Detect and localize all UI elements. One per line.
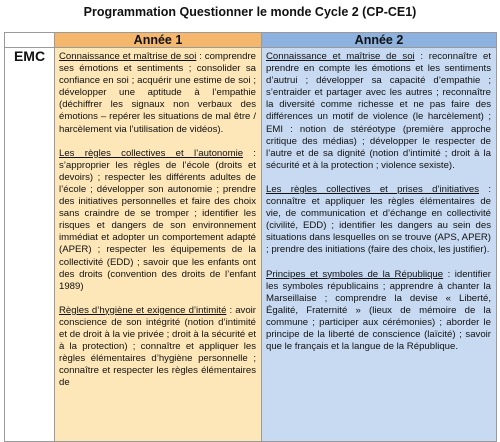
year-2-cell (262, 48, 497, 442)
emc-row (5, 48, 497, 442)
section-heading: Principes et symboles de la République (266, 268, 444, 280)
year-2-content (262, 48, 496, 441)
year-1-paragraph (59, 51, 256, 136)
section-text: : comprendre ses émotions et sentiments ; consolider sa confiance en soi ; acquérir une estime de soi ; développer une aptitude à l’empathie (déchiffrer les signaux non verbaux des émotions – repérer les situations de mal être / harcèlement via l’utilisation de vidéos). (59, 51, 256, 135)
section-text: : identifier les symboles républicains ; apprendre à chanter la Marseillaise ; comprendre la devise « Liberté, Égalité, Fraternité » (lieux de mémoire de la commune ; participer aux cérémonies) ; aborder le principe de la liberté de conscience (laïcité) ; savoir que le français et la langue de la République. (266, 268, 491, 353)
programme-table (4, 32, 497, 442)
section-text: : reconnaître et prendre en compte les émotions et les sentiments d’autrui ; développer sa capacité d’empathie ; s’entraider et partager avec les autres ; reconnaître la diversité comme richesse et ne pas faire des différences un motif de violence (le harcèlement) ; EMI : notion de stéréotype (première approche critique des médias) ; développer le respecter de l’autre et de sa dignité (notion d’intimité ; droit à la sécurité et à la protection ; violence sexiste). (266, 51, 492, 171)
year-1-paragraph (59, 148, 256, 293)
section-heading: Règles d’hygiène et exigence d’intimité (59, 304, 227, 316)
corner-cell (5, 33, 55, 48)
section-text: : connaître et appliquer les règles élémentaires de vie, de communication et d’échange en collectivité (civilité, EDD) ; identifier les dangers au sein des situations dans lesquelles on se trouve (APS, APER) ; prendre des initiations (faire des choix, les justifier). (266, 183, 491, 256)
year-1-paragraph (59, 305, 256, 390)
section-heading: Connaissance et maîtrise de soi (266, 51, 415, 62)
section-heading: Connaissance et maîtrise de soi (59, 51, 197, 62)
section-heading: Les règles collectives et l’autonomie (59, 147, 244, 159)
year-2-paragraph (266, 184, 491, 257)
header-year-2: Année 2 (262, 33, 497, 48)
header-row (5, 33, 497, 48)
year-2-paragraph (266, 51, 491, 172)
page-title: Programmation Questionner le monde Cycle 2 (CP-CE1) (83, 5, 417, 19)
section-text: : s’approprier les règles de l’école (droits et devoirs) ; respecter les différents adultes de l’école ; développer son autonomie ; prendre des initiatives personnelles et faire des choix sans craindre de se tromper ; identifier les risques et dangers de son environnement immédiat et adopter un comportement adapté (APER) ; respecter les équipements de la collectivité (EDD) ; savoir que les enfants ont des droits (convention des droits de l’enfant 1989) (59, 147, 256, 292)
year-1-cell (55, 48, 262, 442)
row-label-emc: EMC (5, 48, 55, 442)
year-1-content (55, 48, 261, 441)
section-heading: Les règles collectives et prises d’initiatives (266, 183, 479, 195)
header-year-1: Année 1 (55, 33, 262, 48)
year-2-paragraph (266, 269, 491, 354)
section-text: : avoir conscience de son intégrité (notion d’intimité et de droit à la vie privée ; droit à la sécurité et à la protection) ; connaître et appliquer les règles élémentaires d’hygiène personnelle ; connaître et respecter les règles élémentaires de (59, 304, 256, 389)
